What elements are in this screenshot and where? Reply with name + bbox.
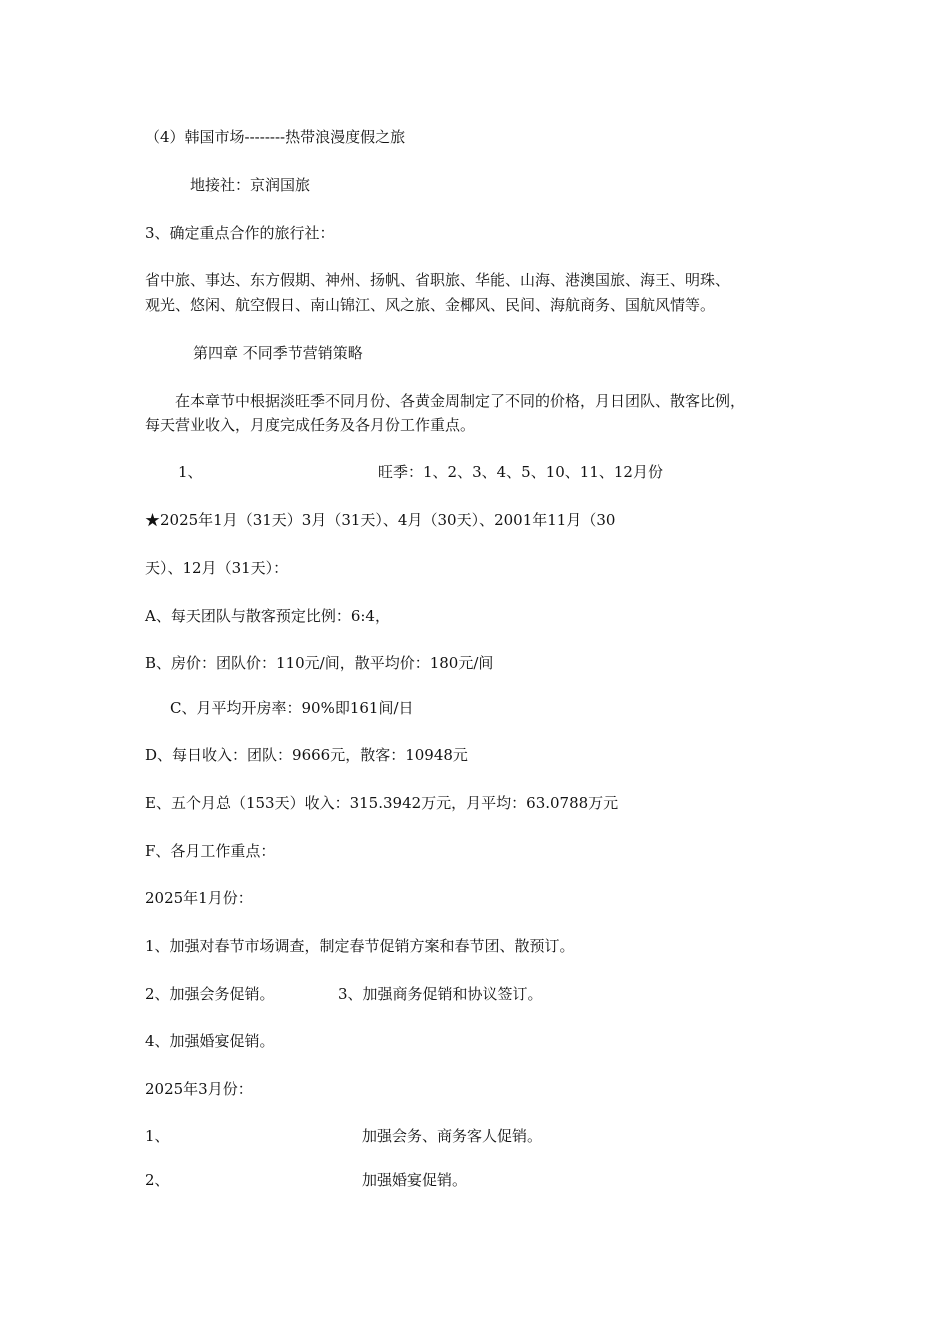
list-number: 2、 [145, 1171, 170, 1189]
jan-items-line [0, 982, 950, 1006]
list-number: 1、 [178, 463, 203, 481]
text-jan-heading: 2025年1月份： [145, 889, 253, 907]
text-agency-list-2: 观光、悠闲、航空假日、南山锦江、风之旅、金椰风、民间、海航商务、国航风情等。 [145, 296, 716, 314]
text-local-agency: 地接社：京润国旅 [190, 176, 311, 194]
text-monthly-focus: F、各月工作重点： [145, 842, 276, 860]
text-mar-item-1: 加强会务、商务客人促销。 [362, 1127, 543, 1145]
text-daily-income: D、每日收入：团队：9666元，散客：10948元 [145, 746, 468, 764]
peak-season-line [0, 460, 950, 484]
text-jan-item-4: 4、加强婚宴促销。 [145, 1032, 275, 1050]
text-jan-item-2: 2、加强会务促销。 [145, 985, 275, 1003]
text-total-income: E、五个月总（153天）收入：315.3942万元，月平均：63.0788万元 [145, 794, 619, 812]
text-mar-heading: 2025年3月份： [145, 1080, 253, 1098]
text-peak-season: 旺季：1、2、3、4、5、10、11、12月份 [378, 463, 663, 481]
text-jan-item-1: 1、加强对春节市场调查，制定春节促销方案和春节团、散预订。 [145, 937, 575, 955]
mar-item-2-line [0, 1168, 950, 1192]
mar-item-1-line [0, 1124, 950, 1148]
text-months-1: ★2025年1月（31天）3月（31天）、4月（30天）、2001年11月（30 [145, 511, 616, 529]
text-months-2: 天）、12月（31天）： [145, 559, 289, 577]
text-agency-list-1: 省中旅、事达、东方假期、神州、扬帆、省职旅、华能、山海、港澳国旅、海王、明珠、 [145, 271, 731, 289]
list-number: 1、 [145, 1127, 170, 1145]
text-mar-item-2: 加强婚宴促销。 [362, 1171, 468, 1189]
text-key-agencies-heading: 3、确定重点合作的旅行社： [145, 224, 335, 242]
text-korea-market: （4）韩国市场--------热带浪漫度假之旅 [145, 128, 406, 146]
chapter-heading: 第四章 不同季节营销策略 [193, 344, 363, 362]
text-room-price: B、房价：团队价：110元/间，散平均价：180元/间 [145, 654, 494, 672]
text-intro-2: 每天营业收入，月度完成任务及各月份工作重点。 [145, 416, 476, 434]
text-ratio: A、每天团队与散客预定比例：6:4， [145, 607, 390, 625]
text-jan-item-3: 3、加强商务促销和协议签订。 [338, 985, 543, 1003]
text-occupancy: C、月平均开房率：90%即161间/日 [170, 699, 414, 717]
text-intro-1: 在本章节中根据淡旺季不同月份、各黄金周制定了不同的价格，月日团队、散客比例， [175, 392, 746, 410]
